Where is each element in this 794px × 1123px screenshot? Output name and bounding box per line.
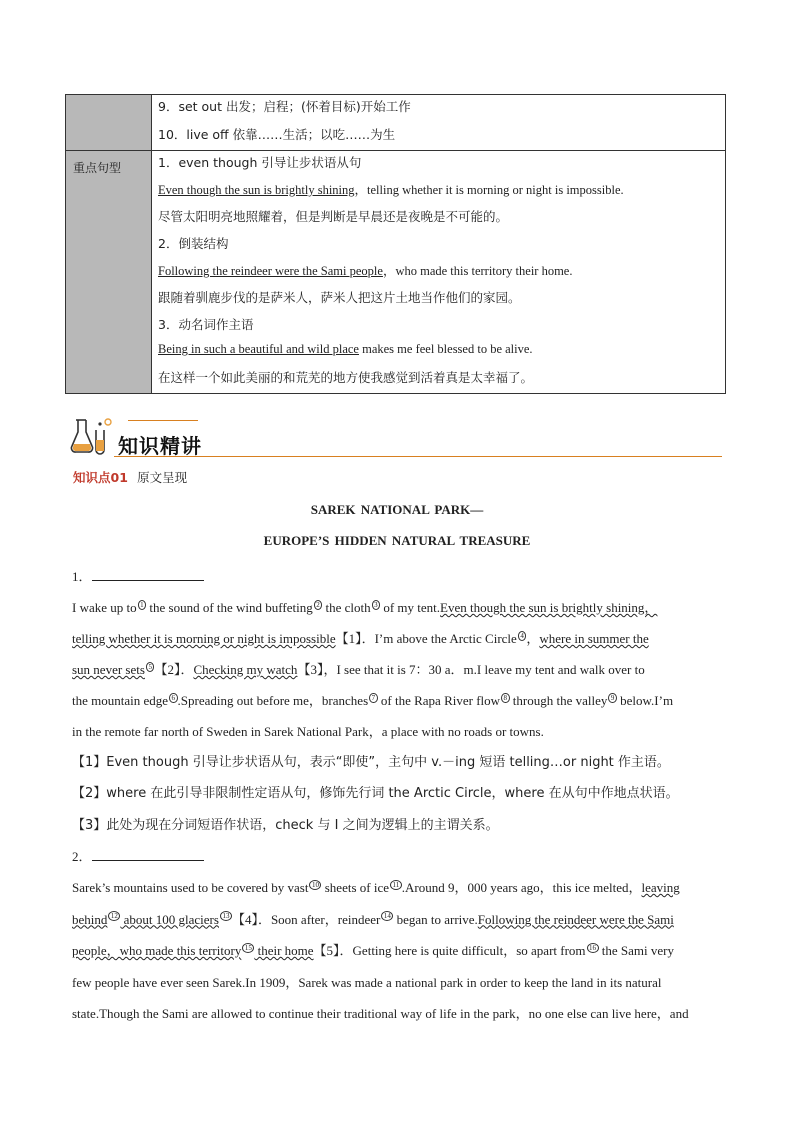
underlined-text: telling whether it is morning or night is impossible [72,631,336,646]
underlined-text: Checking my watch [193,662,298,677]
underlined-text: Even though the sun is brightly shining， [440,600,658,615]
text-line [72,909,722,928]
word-note-marker: 4 [518,631,527,641]
text-span: of my tent. [380,600,441,615]
text-span: 【3】，I see that it is 7：30 a．m.I leave my tent and walk over to [297,662,645,677]
pattern-heading: 2．倒装结构 [158,236,229,251]
paragraph-index: 1． [72,569,92,584]
word-note-marker: 10 [309,880,321,890]
translation: 尽管太阳明亮地照耀着，但是判断是早晨还是夜晚是不可能的。 [158,209,509,224]
pattern-heading: 1．even though 引导让步状语从句 [158,155,362,170]
row-label-key-sentences: 重点句型 [66,151,152,394]
text-line [72,1003,722,1022]
text-line [72,972,722,991]
text-line [72,597,722,616]
underlined-text: Following the reindeer were the Sami [477,911,674,927]
underlined-text: where in summer the [539,631,649,646]
word-note-marker: 5 [146,662,155,672]
word-note-marker: 13 [220,911,232,921]
text-span: the cloth [322,600,371,615]
underlined-text: behind [72,911,108,927]
text-span: I wake up to [72,600,137,615]
sentence-rest: makes me feel blessed to be alive. [358,342,533,356]
paragraph-number [72,846,722,865]
word-note-marker: 9 [608,693,617,703]
text-line [72,877,722,896]
text-span: 【1】．I’m above the Arctic Circle [335,631,517,646]
annotation-note: 【3】此处为现在分词短语作状语，check 与 I 之间为逻辑上的主谓关系。 [72,818,499,833]
paragraph-index: 2． [72,849,92,864]
example-sentence [158,342,533,357]
section-title: 知识精讲 [118,434,202,458]
word-note-marker: 3 [372,600,381,610]
text-line [72,628,722,647]
table-row [66,95,726,151]
word-note-marker: 6 [169,693,178,703]
vocab-table [65,94,726,394]
text-span: began to arrive. [393,911,478,927]
word-note-marker: 16 [587,943,599,953]
text-span: ， [526,631,540,646]
text-span: through the valley [509,693,608,708]
row-label [66,95,152,151]
flask-icon [70,416,116,458]
text-line [72,659,722,678]
word-note-marker: 7 [369,693,378,703]
word-note-marker: 2 [314,600,323,610]
text-span: 【2】． [154,662,194,677]
text-span: below.I’m [616,693,674,708]
underlined-phrase: Being in such a beautiful and wild place [158,342,359,356]
point-tag: 知识点01 [73,470,128,485]
translation: 跟随着驯鹿步伐的是萨米人，萨米人把这片土地当作他们的家园。 [158,290,521,305]
text-line [72,940,722,959]
text-span: of the Rapa River flow [377,693,501,708]
table-row [66,151,726,394]
underlined-text: people，who made this territory [72,943,242,958]
sentence-rest: ，telling whether it is morning or night is impossible. [354,183,624,197]
section-underline [114,456,722,457]
word-note-marker: 12 [108,911,120,921]
text-span: Sarek’s mountains used to be covered by vast [72,880,309,895]
text-span: in the remote far north of Sweden in Sarek National Park，a place with no roads or towns. [72,724,544,739]
sentence-rest: ，who made this territory their home. [382,264,573,278]
sentence-cell [152,151,726,394]
text-span: state.Though the Sami are allowed to continue their traditional way of life in the park，no one else can live here，and [72,1006,689,1021]
underlined-phrase: Following the reindeer were the Sami people [158,264,383,278]
example-sentence [158,180,624,198]
underlined-text: their home [254,943,314,958]
underlined-text: sun never sets [72,662,145,677]
underlined-text: about 100 glaciers [120,911,219,927]
annotation-note: 【1】Even though 引导让步状语从句，表示“即使”，主句中 v.－ing 短语 telling…or night 作主语。 [72,755,670,770]
underlined-text: leaving [641,880,680,895]
section-top-rule [128,420,198,421]
text-span: .Spreading out before me，branches [177,693,369,708]
pattern-heading: 3．动名词作主语 [158,317,254,332]
text-span: sheets of ice [321,880,389,895]
word-note-marker: 1 [138,600,147,610]
word-note-marker: 11 [390,880,402,890]
text-span: 【5】．Getting here is quite difficult，so apart from [313,943,586,958]
text-span: .Around 9，000 years ago，this ice melted， [401,880,642,895]
word-note-marker: 8 [501,693,510,703]
text-span: the sound of the wind buffeting [146,600,313,615]
paragraph-number [72,566,722,585]
annotation-note: 【2】where 在此引导非限制性定语从句，修饰先行词 the Arctic Circle，where 在从句中作地点状语。 [72,786,679,801]
word-note-marker: 14 [381,911,393,921]
answer-blank[interactable] [92,569,204,581]
text-span: the mountain edge [72,693,169,708]
section-header [70,412,722,458]
text-span: 【4】．Soon after，reindeer [231,911,381,927]
text-line [72,721,722,740]
text-line [72,690,722,709]
phrase-line: 10．live off 依靠……生活；以吃……为生 [158,127,396,142]
translation: 在这样一个如此美丽的和荒芜的地方使我感觉到活着真是太幸福了。 [158,370,534,385]
example-sentence [158,261,572,279]
phrase-line: 9．set out 出发；启程；(怀着目标)开始工作 [158,99,411,114]
phrase-cell [152,95,726,151]
text-span: the Sami very [598,943,674,958]
article-title: SAREK NATIONAL PARK— [310,502,484,517]
answer-blank[interactable] [92,849,204,861]
knowledge-point-heading [73,468,187,486]
point-title: 原文呈现 [137,470,188,485]
text-span: few people have ever seen Sarek.In 1909，Sarek was made a national park in order to keep the land in its natural [72,974,662,990]
underlined-phrase: Even though the sun is brightly shining [158,183,355,197]
word-note-marker: 15 [242,943,254,953]
article-subtitle: EUROPE’S HIDDEN NATURAL TREASURE [263,533,531,548]
